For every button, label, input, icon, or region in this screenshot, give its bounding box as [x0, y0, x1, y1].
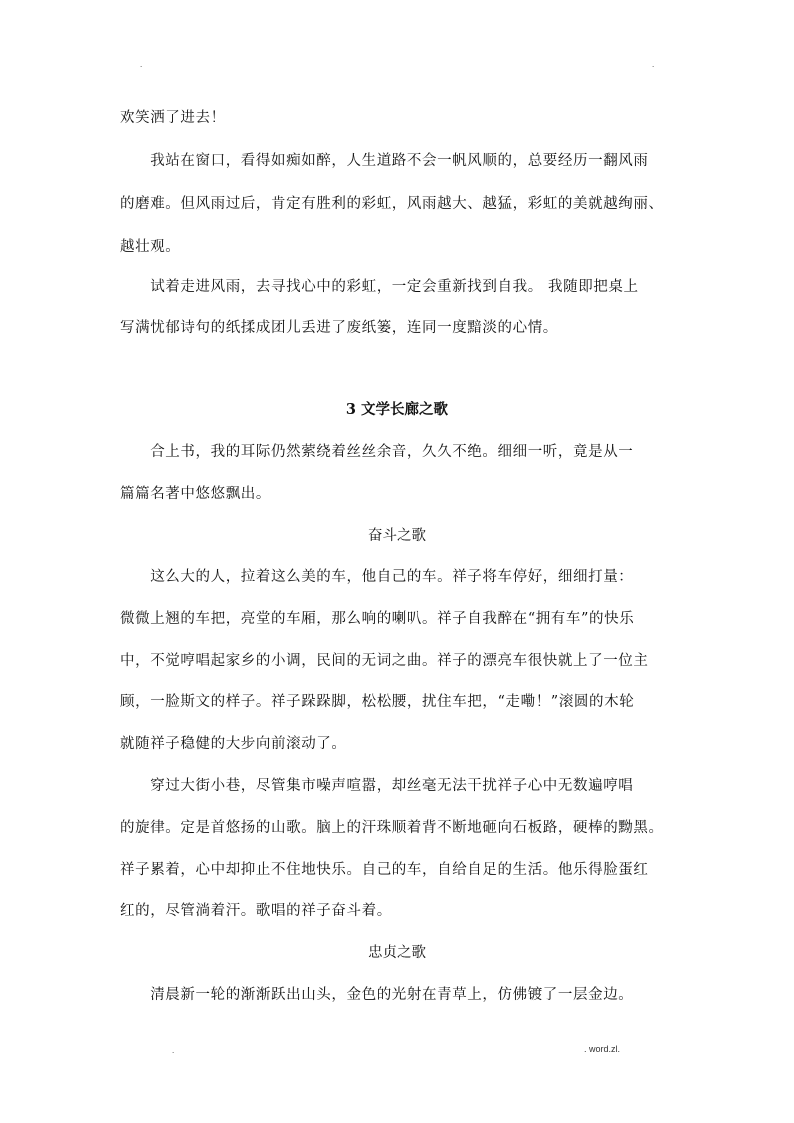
- paragraph-line: 欢笑洒了进去！: [120, 110, 226, 126]
- paragraph-line: 试着走进风雨，去寻找心中的彩虹，一定会重新找到自我。 我随即把桌上: [120, 279, 639, 295]
- paragraph-line: 微微上翘的车把，亮堂的车厢，那么响的喇叭。祥子自我醉在“拥有车”的快乐: [120, 611, 635, 627]
- paragraph-line: 的旋律。定是首悠扬的山歌。脑上的汗珠顺着背不断地砸向石板路，硬棒的黝黑。: [120, 820, 664, 836]
- paragraph-line: 我站在窗口，看得如痴如醉，人生道路不会一帆风顺的，总要经历一翻风雨: [120, 153, 649, 169]
- paragraph-line: 祥子累着，心中却抑止不住地快乐。自己的车，自给自足的生活。他乐得脸蛋红: [120, 862, 649, 878]
- header-right-mark: .: [652, 60, 655, 69]
- footer-left-mark: .: [172, 1046, 175, 1055]
- paragraph-line: 清晨新一轮的渐渐跃出山头，金色的光射在青草上，仿佛镀了一层金边。: [120, 987, 634, 1003]
- paragraph-line: 就随祥子稳健的大步向前滚动了。: [120, 736, 347, 752]
- subsection-title-struggle: 奋斗之歌: [368, 528, 426, 544]
- subsection-title-loyalty: 忠贞之歌: [368, 945, 426, 961]
- paragraph-line: 中，不觉哼唱起家乡的小调，民间的无词之曲。祥子的漂亮车很快就上了一位主: [120, 653, 649, 669]
- paragraph-line: 顾，一脸斯文的样子。祥子跺跺脚，松松腰，扰住车把，“走嘞！”滚圆的木轮: [120, 694, 635, 710]
- header-left-mark: .: [140, 60, 143, 69]
- intro-line: 篇篇名著中悠悠飘出。: [120, 486, 271, 502]
- paragraph-line: 穿过大街小巷，尽管集市噪声喧嚣，却丝毫无法干扰祥子心中无数遍哼唱: [120, 778, 634, 794]
- paragraph-line: 写满忧郁诗句的纸揉成团儿丢进了废纸篓，连同一度黯淡的心情。: [120, 320, 558, 336]
- paragraph-line: 越壮观。: [120, 239, 181, 255]
- intro-line: 合上书，我的耳际仍然萦绕着丝丝余音，久久不绝。细细一听，竟是从一: [120, 444, 634, 460]
- paragraph-line: 的磨难。但风雨过后，肯定有胜利的彩虹，风雨越大、越猛，彩虹的美就越绚丽、: [120, 196, 664, 212]
- paragraph-line: 红的，尽管淌着汗。歌唱的祥子奋斗着。: [120, 903, 392, 919]
- footer-right-text: . word.zl.: [584, 1044, 621, 1054]
- paragraph-line: 这么大的人，拉着这么美的车，他自己的车。祥子将车停好，细细打量：: [120, 569, 634, 585]
- section-title: 3 文学长廊之歌: [345, 401, 449, 418]
